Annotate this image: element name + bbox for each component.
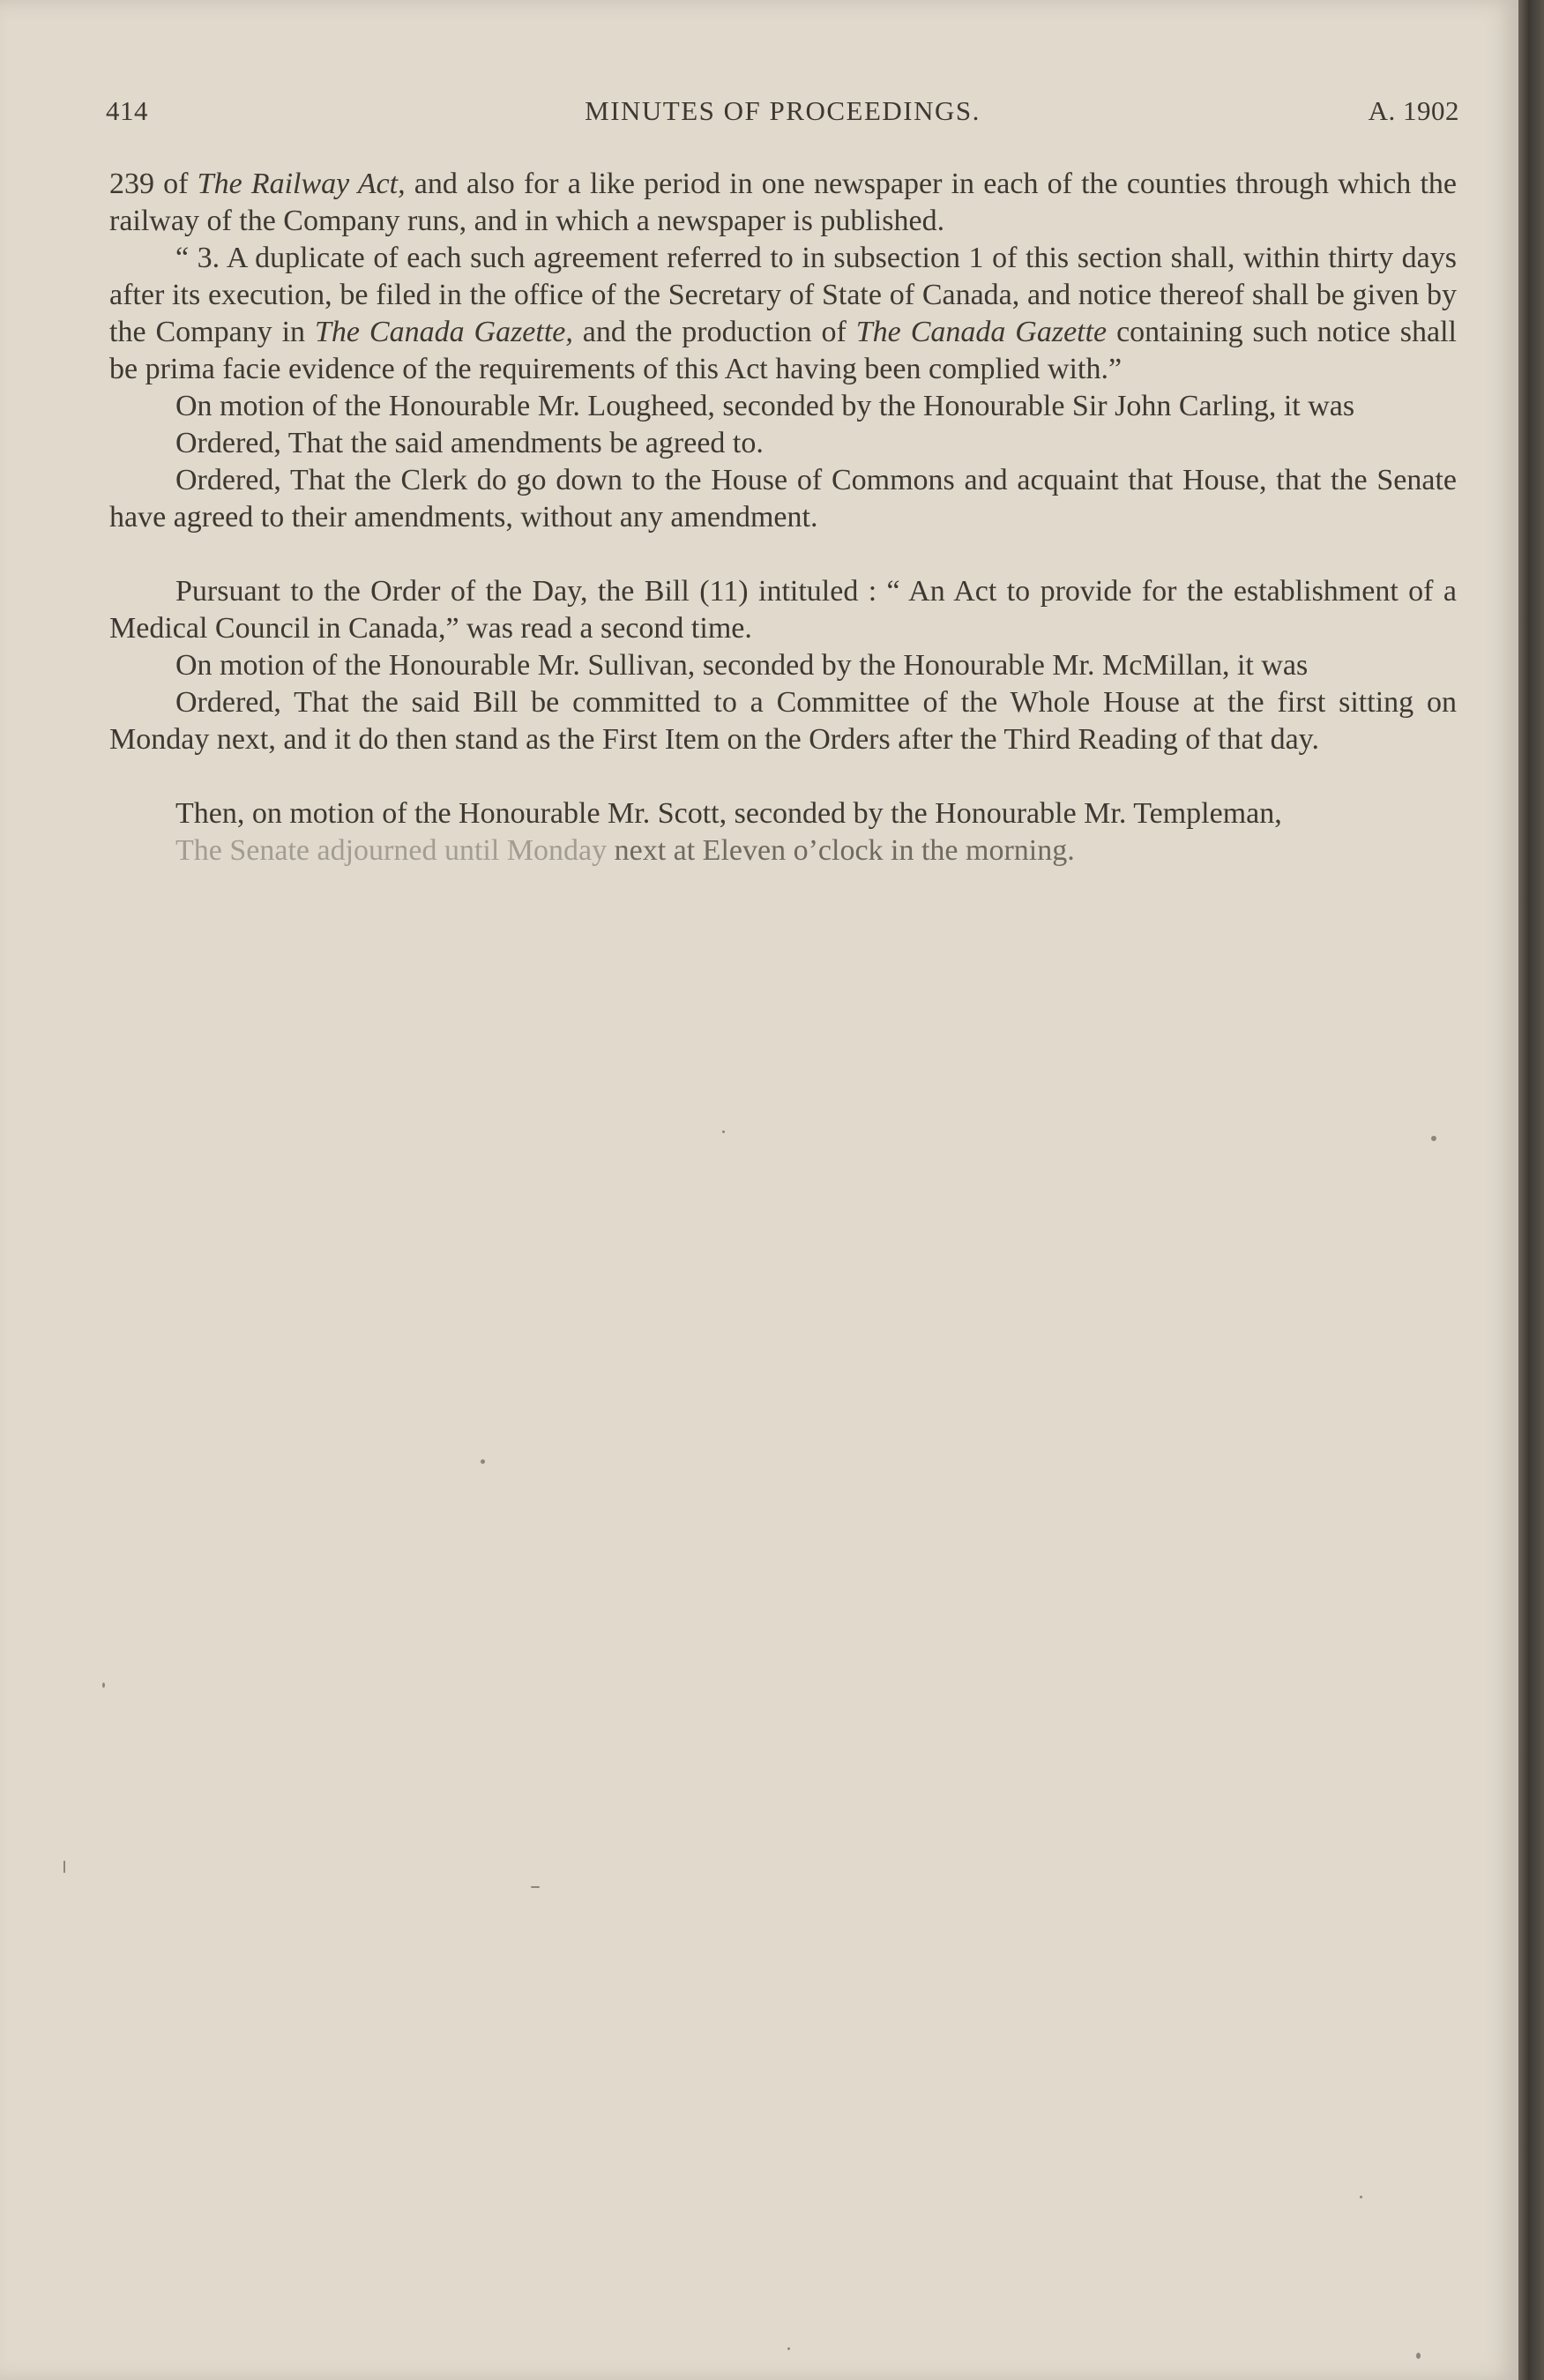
paragraph-railway-act	[109, 166, 1457, 240]
paper-speck	[787, 2347, 790, 2350]
paper-speck	[722, 1130, 725, 1133]
paper-speck	[1431, 1136, 1436, 1141]
paper-speck	[531, 1886, 540, 1888]
running-title: MINUTES OF PROCEEDINGS.	[585, 95, 981, 126]
italic-title: The Railway Act,	[197, 168, 406, 200]
paragraph-motion-lougheed: On motion of the Honourable Mr. Lougheed, seconded by the Honourable Sir John Carling, it was	[175, 390, 1355, 422]
paragraph-motion-sullivan: On motion of the Honourable Mr. Sullivan, seconded by the Honourable Mr. McMillan, it was	[175, 649, 1309, 682]
paragraph-ordered-clerk: Ordered, That the Clerk do go down to the House of Commons and acquaint that House, that the Senate have agreed to their amendments, without any amendment.	[109, 464, 1457, 533]
running-header	[106, 95, 1459, 134]
paragraph-subsection-3	[109, 240, 1457, 388]
italic-title: The Canada Gazette,	[314, 316, 573, 348]
paragraph-ordered-agreed: Ordered, That the said amendments be agreed to.	[175, 427, 764, 459]
paper-speck	[1416, 2353, 1421, 2359]
book-spine-edge	[1518, 0, 1544, 2380]
paragraph-adjournment	[109, 832, 1457, 869]
text-run: and also for a like period in one newspaper in each of the counties through which the railway of the Company runs, and in which a newspaper is published.	[109, 168, 1458, 237]
paper-speck	[1360, 2196, 1362, 2198]
faded-text-run: The Senate adjourned until Monday	[175, 834, 608, 867]
paragraph-ordered-committee: Ordered, That the said Bill be committed to a Committee of the Whole House at the first sitting on Monday next, and it do then stand as the First Item on the Orders after the Third Reading of that day.	[109, 686, 1457, 756]
text-run: and the production of	[572, 316, 856, 348]
paper-speck	[481, 1459, 485, 1464]
paper-speck	[63, 1861, 65, 1873]
page-number: 414	[106, 95, 148, 126]
italic-title: The Canada Gazette	[855, 316, 1108, 348]
paragraph-motion-scott: Then, on motion of the Honourable Mr. Scott, seconded by the Honourable Mr. Templeman,	[175, 797, 1282, 830]
text-run: “ 3. A duplicate of each such agreement referred to in subsection 1 of this section shall, within thirty days after its execution, be filed in the office of the Secretary of State of Canada, and notice thereof shall be given by the Company in	[109, 242, 1457, 348]
paragraph-order-of-day: Pursuant to the Order of the Day, the Bill (11) intituled : “ An Act to provide for the establishment of a Medical Council in Canada,” was read a second time.	[109, 575, 1457, 645]
text-run: 239 of	[109, 168, 198, 200]
page-body	[109, 166, 1457, 869]
text-run: containing such notice shall be prima facie evidence of the requirements of this Act having been complied with.”	[109, 316, 1457, 385]
session-year: A. 1902	[1368, 95, 1459, 126]
text-run: next at Eleven o’clock in the morning.	[607, 834, 1075, 867]
paper-speck	[102, 1682, 105, 1688]
